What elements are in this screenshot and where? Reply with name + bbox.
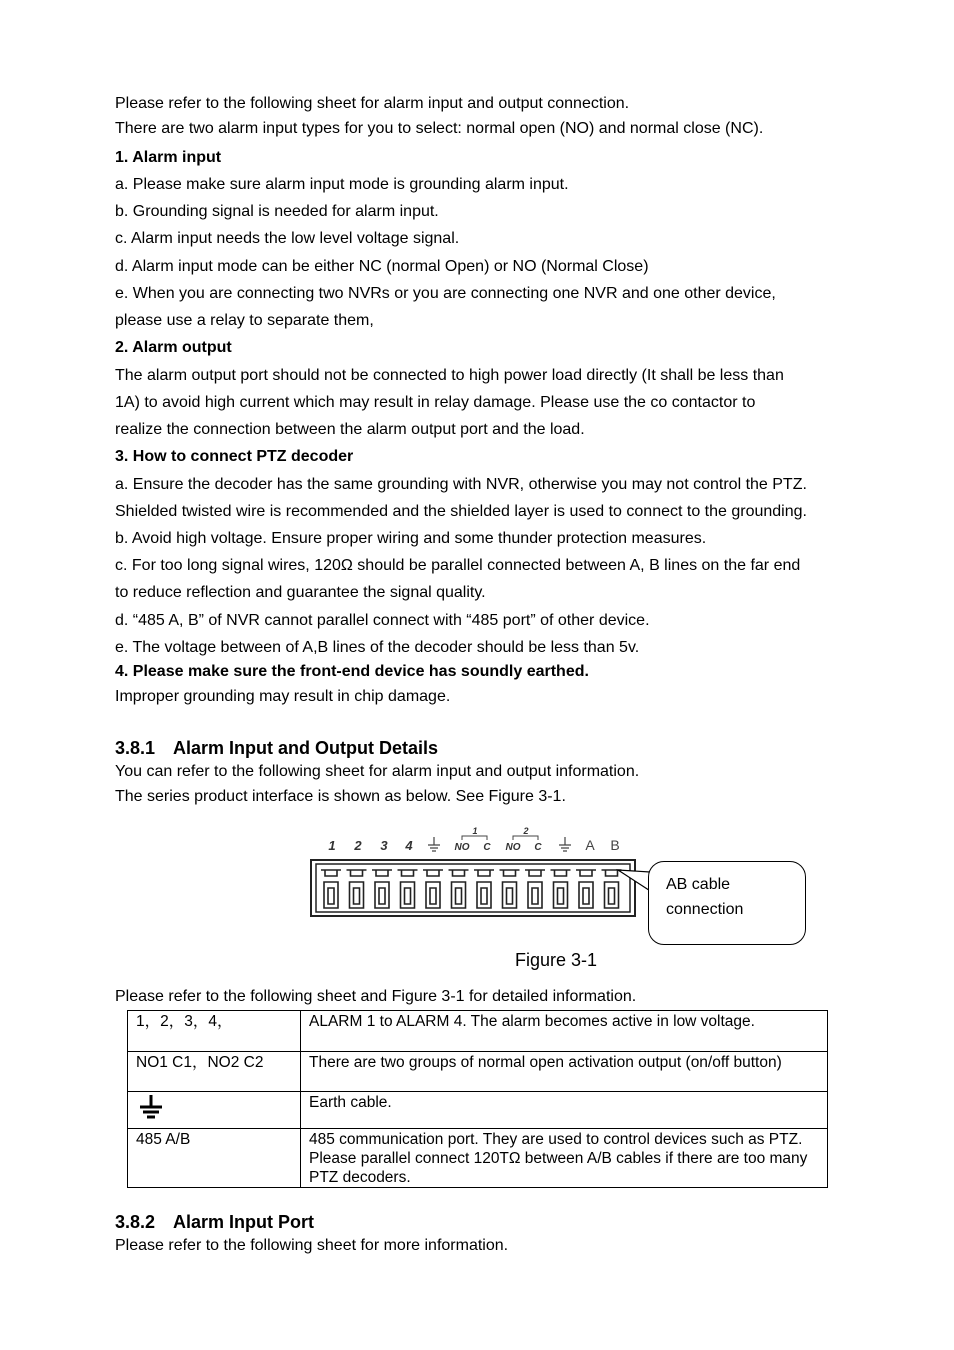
- paragraph: The alarm output port should not be connected to high power load directly (It shall be less than: [115, 367, 784, 384]
- table-cell: NO1 C1，NO2 C2: [128, 1052, 301, 1092]
- list-item: a. Ensure the decoder has the same grounding with NVR, otherwise you may not control the PTZ.: [115, 476, 807, 493]
- table-row: [128, 1011, 828, 1052]
- pin-label: A: [585, 837, 595, 853]
- pin-label: B: [610, 837, 620, 853]
- list-item: c. For too long signal wires, 120Ω should be parallel connected between A, B lines on the far end: [115, 557, 801, 574]
- paragraph: Please refer to the following sheet for more information.: [115, 1237, 509, 1254]
- pin-label: 4: [405, 838, 413, 853]
- paragraph: Improper grounding may result in chip damage.: [115, 688, 451, 705]
- pin-label: 3: [380, 838, 388, 853]
- subheading-alarm-output: 2. Alarm output: [115, 339, 232, 356]
- figure-caption: Figure 3-1: [515, 950, 598, 970]
- table-cell: Earth cable.: [301, 1092, 828, 1129]
- paragraph: 1A) to avoid high current which may result in relay damage. Please use the co contactor to: [115, 394, 756, 411]
- table-row: [128, 1052, 828, 1092]
- list-item: b. Avoid high voltage. Ensure proper wiring and some thunder protection measures.: [115, 530, 707, 547]
- table-cell: ALARM 1 to ALARM 4. The alarm becomes active in low voltage.: [301, 1011, 828, 1052]
- section-number: 3.8.1: [115, 738, 156, 758]
- section-title: Alarm Input and Output Details: [173, 738, 439, 758]
- subheading-alarm-input: 1. Alarm input: [115, 149, 222, 166]
- list-item: e. When you are connecting two NVRs or you are connecting one NVR and one other device,: [115, 285, 776, 302]
- paragraph: The series product interface is shown as below. See Figure 3-1.: [115, 788, 566, 805]
- table-cell: 485 communication port. They are used to control devices such as PTZ. Please parallel connect 120TΩ between A/B cables if there are too many PTZ decoders.: [301, 1129, 828, 1188]
- pin-label: NO: [454, 842, 470, 853]
- list-item-cont: to reduce reflection and guarantee the signal quality.: [115, 584, 486, 601]
- section-heading-3-8-1: [115, 737, 438, 759]
- group-label: 1: [472, 826, 478, 836]
- list-item: a. Please make sure alarm input mode is grounding alarm input.: [115, 176, 569, 193]
- ground-icon: [428, 837, 440, 851]
- section-number: 3.8.2: [115, 1212, 156, 1232]
- subheading-earthing: 4. Please make sure the front-end device has soundly earthed.: [115, 663, 589, 680]
- paragraph: There are two alarm input types for you to select: normal open (NO) and normal close (NC).: [115, 120, 764, 137]
- callout-text: AB cable: [666, 876, 731, 893]
- port-info-table: [127, 1010, 828, 1188]
- section-title: Alarm Input Port: [173, 1212, 315, 1232]
- pin-label: 2: [354, 838, 362, 853]
- paragraph: Please refer to the following sheet for alarm input and output connection.: [115, 95, 630, 112]
- list-item: e. The voltage between of A,B lines of the decoder should be less than 5v.: [115, 639, 640, 656]
- paragraph: realize the connection between the alarm output port and the load.: [115, 421, 585, 438]
- group-label: 2: [523, 826, 529, 836]
- paragraph: You can refer to the following sheet for alarm input and output information.: [115, 763, 640, 780]
- table-cell: 1，2，3，4，: [128, 1011, 301, 1052]
- pin-label: 1: [328, 838, 336, 853]
- list-item: c. Alarm input needs the low level voltage signal.: [115, 230, 460, 247]
- pin-label: C: [483, 842, 491, 853]
- subheading-ptz: 3. How to connect PTZ decoder: [115, 448, 354, 465]
- list-item-cont: please use a relay to separate them,: [115, 312, 374, 329]
- paragraph: Please refer to the following sheet and Figure 3-1 for detailed information.: [115, 988, 637, 1005]
- table-row: [128, 1092, 828, 1129]
- ground-icon: [136, 1093, 166, 1123]
- table-cell: 485 A/B: [128, 1129, 301, 1188]
- callout-ab-cable: [648, 861, 806, 945]
- list-item: d. Alarm input mode can be either NC (normal Open) or NO (Normal Close): [115, 258, 649, 275]
- callout-text: connection: [666, 901, 744, 918]
- pin-label: NO: [505, 842, 521, 853]
- section-heading-3-8-2: [115, 1211, 314, 1233]
- list-item: d. “485 A, B” of NVR cannot parallel connect with “485 port” of other device.: [115, 612, 650, 629]
- list-item: b. Grounding signal is needed for alarm input.: [115, 203, 439, 220]
- table-cell: There are two groups of normal open activation output (on/off button): [301, 1052, 828, 1092]
- ground-icon: [559, 837, 571, 851]
- table-row: [128, 1129, 828, 1188]
- pin-label: C: [534, 842, 542, 853]
- table-cell: [128, 1092, 301, 1129]
- list-item-cont: Shielded twisted wire is recommended and the shielded layer is used to connect to the grounding.: [115, 503, 807, 520]
